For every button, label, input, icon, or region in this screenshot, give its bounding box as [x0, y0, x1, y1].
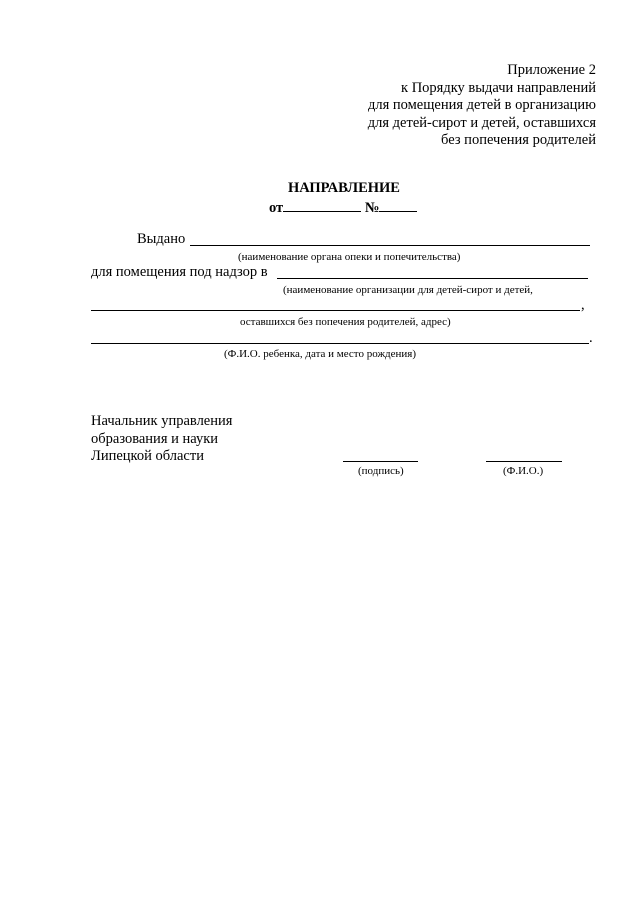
placement-hint-2: оставшихся без попечения родителей, адрес) — [240, 316, 451, 328]
issued-hint: (наименование органа опеки и попечительства) — [238, 251, 461, 263]
name-hint: (Ф.И.О.) — [503, 465, 544, 477]
document-date-number — [269, 200, 417, 217]
date-blank[interactable] — [283, 210, 361, 212]
child-blank[interactable] — [91, 343, 589, 344]
document-title: НАПРАВЛЕНИЕ — [288, 180, 400, 196]
appendix-block — [368, 62, 596, 150]
from-label: от — [269, 200, 284, 216]
signature-hint: (подпись) — [358, 465, 404, 477]
issued-blank[interactable] — [190, 245, 590, 246]
child-hint: (Ф.И.О. ребенка, дата и место рождения) — [224, 348, 417, 360]
number-blank[interactable] — [379, 210, 417, 212]
position-line: Начальник управления — [91, 413, 233, 429]
appendix-line: для детей-сирот и детей, оставшихся — [367, 114, 596, 131]
name-blank[interactable] — [486, 461, 562, 462]
signatory-position — [91, 413, 232, 466]
placement-comma: , — [581, 297, 585, 313]
issued-label: Выдано — [137, 231, 186, 247]
appendix-line: без попечения родителей — [441, 132, 596, 148]
appendix-line: к Порядку выдачи направлений — [401, 79, 596, 96]
placement-blank-2[interactable] — [91, 310, 580, 311]
signature-blank[interactable] — [343, 461, 418, 462]
appendix-line: для помещения детей в организацию — [367, 97, 596, 113]
child-period: . — [589, 330, 593, 346]
number-label: № — [364, 200, 380, 216]
placement-label: для помещения под надзор в — [91, 264, 268, 280]
appendix-line: Приложение 2 — [507, 62, 596, 78]
placement-hint: (наименование организации для детей-сирот и детей, — [283, 284, 533, 296]
position-line: Липецкой области — [91, 448, 204, 464]
position-line: образования и науки — [91, 430, 219, 447]
placement-blank[interactable] — [277, 278, 588, 279]
